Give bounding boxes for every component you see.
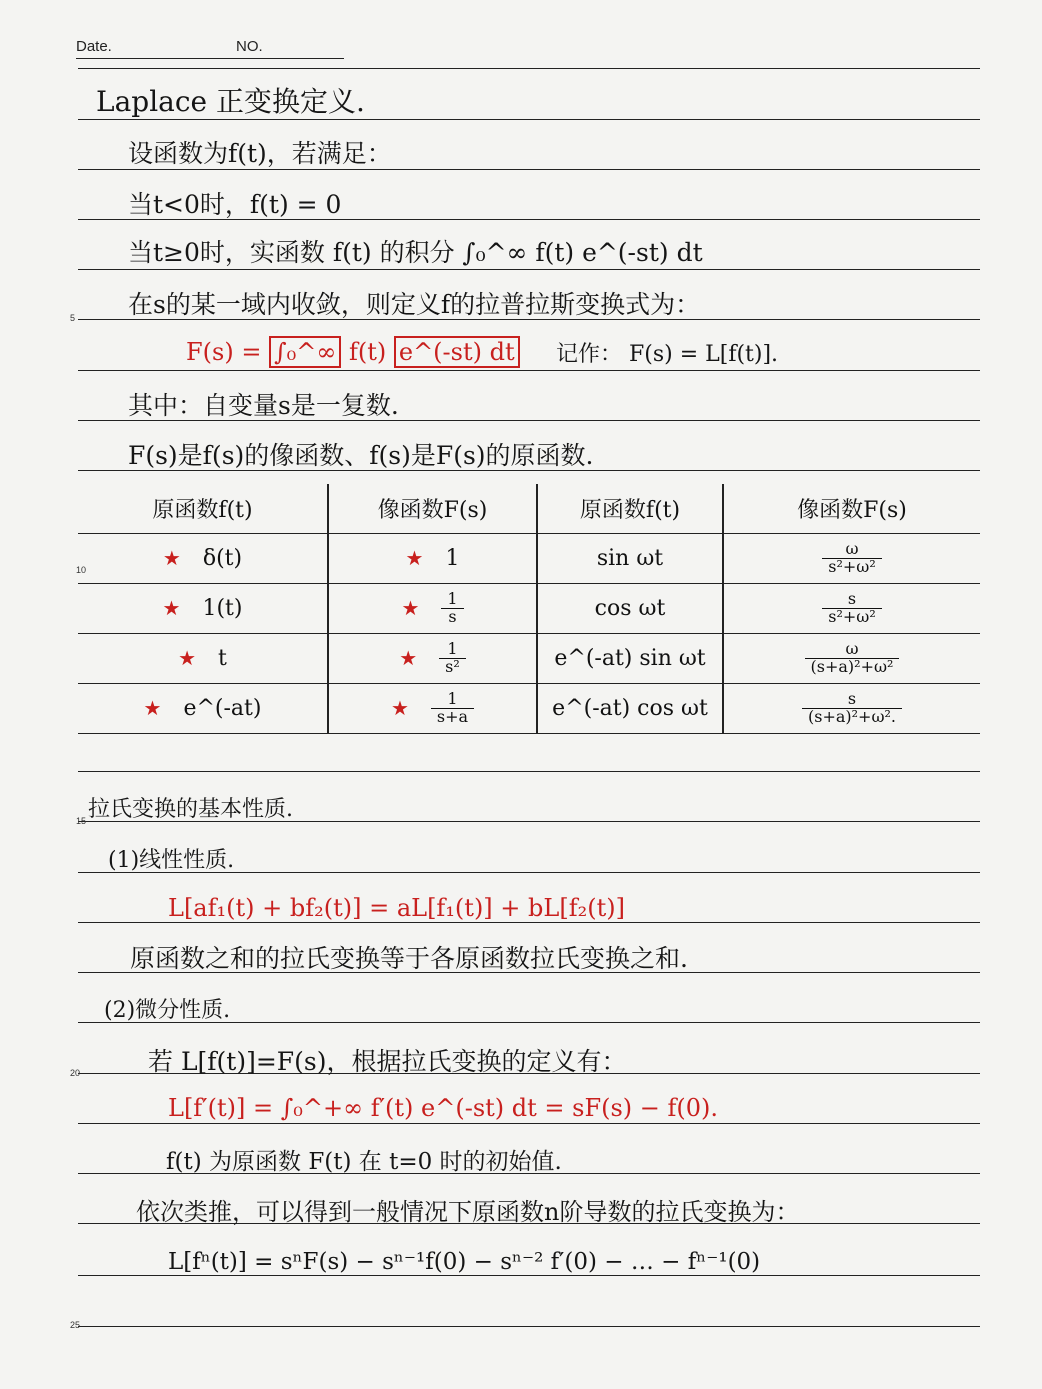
table-cell: e^(-at) — [183, 696, 262, 721]
ruled-line — [78, 1275, 980, 1276]
ruled-line — [78, 1123, 980, 1124]
page-title: Laplace 正变换定义. — [96, 85, 365, 118]
prop2-line-1: 若 L[f(t)]=F(s)，根据拉氏变换的定义有： — [148, 1047, 627, 1076]
prop1-text: 原函数之和的拉氏变换等于各原函数拉氏变换之和. — [130, 944, 688, 973]
star-icon: ★ — [401, 595, 420, 620]
ruled-line — [78, 169, 980, 170]
table-header: 像函数F(s) — [328, 484, 537, 534]
fraction: $\frac{\omega}{\text{(s+a)²+ω²}}$ — [805, 641, 900, 676]
prop1-formula: L[af₁(t) + bf₂(t)] = aL[f₁(t)] + bL[f₂(t)] — [168, 894, 625, 922]
ruled-line — [78, 370, 980, 371]
prop2-line-3: 依次类推，可以得到一般情况下原函数n阶导数的拉氏变换为： — [136, 1198, 800, 1226]
table-cell: cos ωt — [537, 584, 723, 634]
ruled-line — [78, 922, 980, 923]
no-label: NO. — [236, 38, 263, 55]
ruled-line — [78, 219, 980, 220]
table-header: 原函数f(t) — [78, 484, 328, 534]
fraction: $\frac{\omega}{\text{s²+ω²}}$ — [822, 541, 882, 576]
props-heading: 拉氏变换的基本性质. — [88, 797, 293, 822]
def-line-4: 在s的某一域内收敛，则定义f的拉普拉斯变换式为： — [128, 290, 701, 319]
page-header — [76, 38, 263, 55]
def-line-6: F(s)是f(s)的像函数、f(s)是F(s)的原函数. — [128, 441, 594, 470]
star-icon: ★ — [143, 696, 162, 720]
table-cell: 1(t) — [202, 596, 243, 621]
formula-ft: f(t) — [348, 338, 387, 366]
def-line-5: 其中：自变量s是一复数. — [128, 391, 399, 420]
star-icon: ★ — [162, 546, 181, 570]
def-line-2: 当t<0时，f(t) = 0 — [128, 190, 342, 219]
ruled-line — [78, 470, 980, 471]
line-number: 25 — [70, 1320, 81, 1330]
line-number: 15 — [76, 816, 87, 826]
table-header: 原函数f(t) — [537, 484, 723, 534]
laplace-formula — [186, 340, 520, 364]
table-row — [78, 634, 980, 684]
star-icon: ★ — [405, 546, 424, 570]
ruled-line — [78, 420, 980, 421]
prop2-line-2: f(t) 为原函数 F(t) 在 t=0 时的初始值. — [166, 1149, 562, 1175]
ruled-line — [78, 68, 980, 69]
prop2-formula-general: L[fⁿ(t)] = sⁿF(s) − sⁿ⁻¹f(0) − sⁿ⁻² f′(0) − … − fⁿ⁻¹(0) — [168, 1249, 761, 1275]
fraction: $\frac{s}{\text{(s+a)²+ω².}}$ — [802, 691, 902, 726]
fraction: $\frac{s}{\text{s²+ω²}}$ — [822, 591, 882, 626]
table-cell: t — [218, 646, 227, 671]
table-row — [78, 534, 980, 584]
table-row — [78, 684, 980, 734]
star-icon: ★ — [162, 596, 181, 620]
table-header-row — [78, 484, 980, 534]
prop2-title: (2)微分性质. — [104, 998, 231, 1023]
fraction: $\frac{1}{s+a}$ — [431, 691, 474, 726]
fraction: $\frac{1}{\text{s²}}$ — [439, 641, 466, 676]
formula-lhs: F(s) = — [186, 338, 262, 366]
star-icon: ★ — [390, 695, 409, 720]
line-number: 5 — [70, 313, 76, 323]
formula-integral: ∫₀^∞ — [269, 336, 341, 368]
date-label: Date. — [76, 38, 112, 55]
table-cell: e^(-at) sin ωt — [537, 634, 723, 684]
table-cell: e^(-at) cos ωt — [537, 684, 723, 734]
table-row — [78, 584, 980, 634]
ruled-line — [78, 119, 980, 120]
notation-line: 记作： F(s) = L[f(t)]. — [556, 342, 779, 367]
prop1-title: (1)线性性质. — [108, 848, 235, 873]
table-cell: 1 — [445, 546, 460, 571]
header-underline — [76, 58, 344, 59]
line-number: 10 — [76, 565, 87, 575]
table-cell: sin ωt — [537, 534, 723, 584]
ruled-line — [78, 319, 980, 320]
prop2-formula: L[f′(t)] = ∫₀^+∞ f′(t) e^(-st) dt = sF(s) − f(0). — [168, 1094, 719, 1122]
def-line-1: 设函数为f(t)，若满足： — [128, 139, 392, 168]
table-cell: δ(t) — [202, 546, 243, 571]
star-icon: ★ — [178, 646, 197, 670]
ruled-line — [78, 1326, 980, 1327]
table-header: 像函数F(s) — [723, 484, 980, 534]
def-line-3: 当t≥0时，实函数 f(t) 的积分 ∫₀^∞ f(t) e^(-st) dt — [128, 238, 703, 267]
ruled-line — [78, 269, 980, 270]
ruled-line — [78, 771, 980, 772]
star-icon: ★ — [399, 645, 418, 670]
formula-exp: e^(-st) dt — [394, 336, 520, 368]
transform-table — [78, 484, 980, 734]
line-number: 20 — [70, 1068, 81, 1078]
fraction: $\frac{1}{s}$ — [441, 591, 463, 626]
